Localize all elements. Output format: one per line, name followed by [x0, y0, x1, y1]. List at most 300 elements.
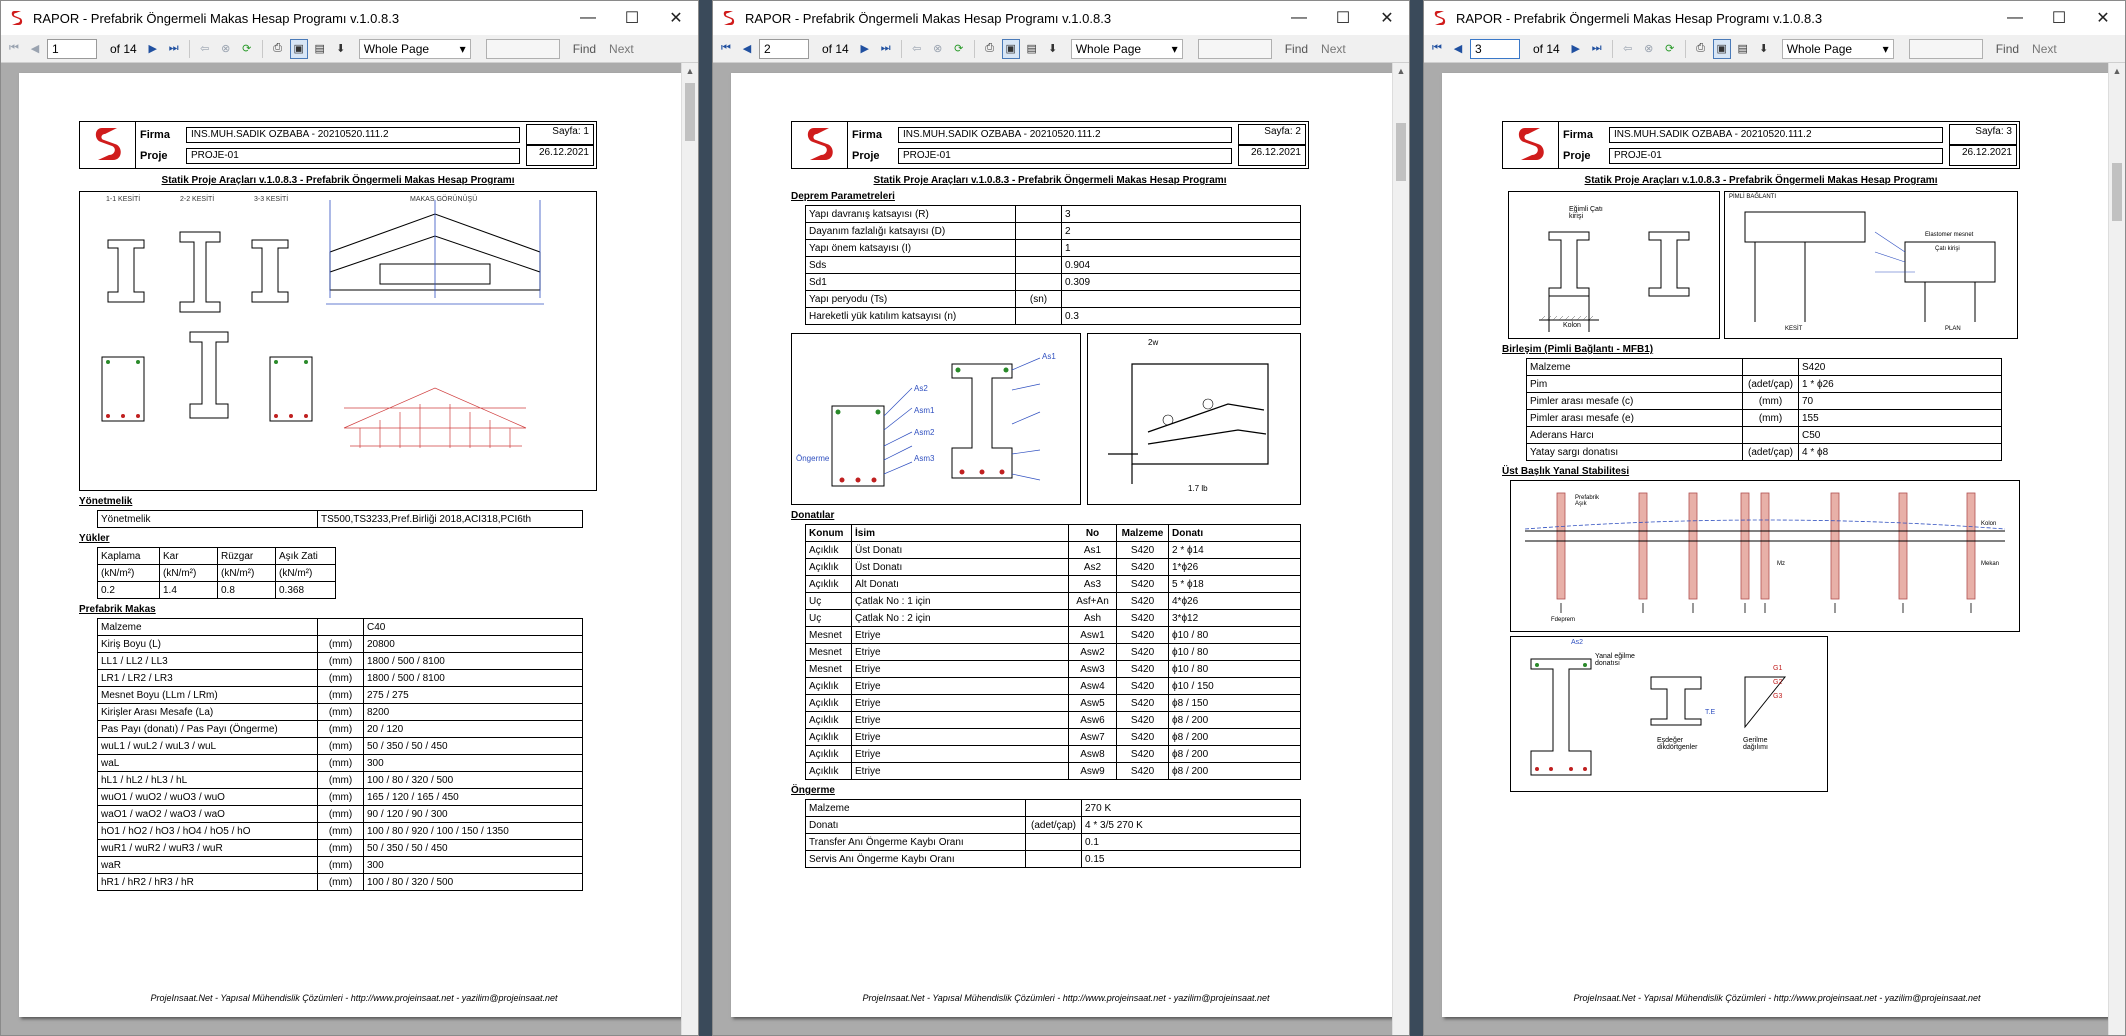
corbel-drawing — [1087, 333, 1301, 505]
table-cell: hO1 / hO2 / hO3 / hO4 / hO5 / hO — [98, 823, 318, 840]
toolbar-separator — [901, 40, 902, 58]
table-cell: Etriye — [852, 661, 1069, 678]
table-cell: Açıklık — [806, 678, 852, 695]
connection-figures — [1508, 191, 2020, 339]
table-cell: Malzeme — [98, 619, 318, 636]
table-row — [806, 817, 1301, 834]
page-setup-icon[interactable]: ▤ — [314, 43, 325, 55]
column-beam-drawing — [1508, 191, 1720, 339]
page-number-input[interactable] — [47, 39, 97, 59]
table-cell: 300 — [364, 755, 583, 772]
fig-label-kesit: KESİT — [1785, 326, 1803, 332]
fig-label-cati: Çatı kirişi — [1935, 246, 1960, 252]
table-cell — [1026, 851, 1082, 868]
table-cell: Açıklık — [806, 559, 852, 576]
table-cell: Sds — [806, 257, 1016, 274]
truss-drawing — [79, 191, 597, 491]
app-logo-icon — [9, 10, 25, 26]
scroll-up-icon[interactable]: ▲ — [1396, 66, 1406, 76]
back-icon[interactable]: ⇦ — [200, 43, 210, 55]
fig-label-2w: 2w — [1148, 338, 1159, 347]
table-cell: 100 / 80 / 320 / 500 — [364, 874, 583, 891]
yukler-value-3: 0.8 — [218, 582, 276, 599]
table-cell: 0.904 — [1062, 257, 1301, 274]
yonetmelik-value: TS500,TS3233,Pref.Birliği 2018,ACI318,PCI6th — [318, 511, 583, 528]
bottom-label-yanal: Yanal eğilme donatısı — [1595, 653, 1635, 667]
title-bar[interactable] — [1, 1, 698, 35]
table-row — [806, 559, 1301, 576]
page-number-input[interactable] — [759, 39, 809, 59]
close-icon[interactable]: ✕ — [2096, 10, 2110, 27]
table-cell: 0.3 — [1062, 308, 1301, 325]
table-cell: 5 * ϕ18 — [1169, 576, 1301, 593]
table-cell: S420 — [1117, 644, 1169, 661]
table-cell: S420 — [1117, 593, 1169, 610]
table-cell: hL1 / hL2 / hL3 / hL — [98, 772, 318, 789]
table-cell — [1743, 359, 1799, 376]
fig-label-pimli: PİMLİ BAĞLANTI — [1729, 194, 1777, 200]
doc-title: Statik Proje Araçları v.1.0.8.3 - Prefabrik Öngermeli Makas Hesap Programı — [873, 175, 1227, 186]
table-cell — [1016, 206, 1062, 223]
table-row — [98, 772, 583, 789]
yukler-head-2: Kar — [160, 548, 218, 565]
table-row — [1527, 444, 2002, 461]
table-cell: As3 — [1069, 576, 1117, 593]
table-cell: S420 — [1117, 627, 1169, 644]
title-bar[interactable] — [1424, 1, 2125, 35]
toolbar-separator — [189, 40, 190, 58]
firma-value: INS.MUH.SADIK OZBABA - 20210520.111.2 — [1609, 127, 1943, 143]
pinned-connection-svg — [1725, 192, 2017, 338]
stab-label-kolon: Kolon — [1981, 521, 1997, 527]
yukler-unit-2: (kN/m²) — [160, 565, 218, 582]
table-cell: C40 — [364, 619, 583, 636]
table-cell: Pim — [1527, 376, 1743, 393]
table-cell: Alt Donatı — [852, 576, 1069, 593]
find-next-button[interactable]: Next — [2032, 41, 2057, 56]
toolbar-separator — [1612, 40, 1613, 58]
export-icon[interactable]: ⬇ — [336, 43, 346, 55]
vertical-scrollbar[interactable] — [2108, 63, 2125, 1035]
report-window-2 — [712, 0, 1410, 1036]
table-row — [98, 619, 583, 636]
bottom-label-g3: G3 — [1773, 693, 1783, 700]
table-cell: 2 — [1062, 223, 1301, 240]
truss-drawing-svg — [80, 192, 596, 490]
page-number-input[interactable] — [1470, 39, 1520, 59]
table-row — [98, 687, 583, 704]
bending-stress-drawing — [1510, 636, 1828, 792]
table-cell: Asw9 — [1069, 763, 1117, 780]
table-cell — [1026, 800, 1082, 817]
table-cell: Etriye — [852, 678, 1069, 695]
maximize-icon[interactable]: ☐ — [2051, 10, 2067, 27]
table-cell — [1016, 257, 1062, 274]
last-page-icon[interactable]: ⏭ — [880, 42, 891, 54]
doc-title: Statik Proje Araçları v.1.0.8.3 - Prefabrik Öngermeli Makas Hesap Programı — [161, 175, 515, 186]
print-layout-icon[interactable]: ▣ — [290, 39, 308, 59]
yukler-head-3: Rüzgar — [218, 548, 276, 565]
donati-table-body — [806, 542, 1301, 780]
yonetmelik-key: Yönetmelik — [98, 511, 318, 528]
stop-icon[interactable]: ⊗ — [221, 43, 231, 55]
find-input[interactable] — [486, 39, 560, 59]
print-icon[interactable]: ⎙ — [985, 42, 995, 54]
table-cell: Etriye — [852, 627, 1069, 644]
bottom-label-te: T.E — [1705, 709, 1716, 716]
table-cell: Etriye — [852, 763, 1069, 780]
scrollbar-thumb[interactable] — [1396, 123, 1406, 181]
table-cell: Uç — [806, 610, 852, 627]
refresh-icon[interactable]: ⟳ — [242, 43, 252, 55]
window-title: RAPOR - Prefabrik Öngermeli Makas Hesap Programı v.1.0.8.3 — [745, 10, 1112, 26]
table-cell: Asw7 — [1069, 729, 1117, 746]
table-cell: 4 * ϕ8 — [1799, 444, 2002, 461]
export-icon[interactable]: ⬇ — [1759, 43, 1769, 55]
close-icon[interactable]: ✕ — [669, 10, 683, 27]
table-cell: Kiriş Boyu (L) — [98, 636, 318, 653]
table-cell: 20800 — [364, 636, 583, 653]
stop-icon[interactable]: ⊗ — [933, 43, 943, 55]
last-page-icon[interactable]: ⏭ — [1591, 42, 1602, 54]
firma-label: Firma — [852, 128, 882, 141]
table-cell: Etriye — [852, 644, 1069, 661]
table-cell: S420 — [1117, 729, 1169, 746]
yukler-head-4: Aşık Zati — [276, 548, 336, 565]
bottom-label-gerilme: Gerilme dağılımı — [1743, 737, 1768, 751]
print-layout-icon[interactable]: ▣ — [1713, 39, 1731, 59]
table-cell: As1 — [1069, 542, 1117, 559]
firma-value: INS.MUH.SADIK OZBABA - 20210520.111.2 — [186, 127, 520, 143]
zoom-select[interactable]: Whole Page ▾ — [359, 39, 471, 59]
table-cell — [318, 619, 364, 636]
table-cell: Açıklık — [806, 576, 852, 593]
table-cell: ϕ10 / 150 — [1169, 678, 1301, 695]
table-cell: Açıklık — [806, 712, 852, 729]
table-row — [806, 729, 1301, 746]
minimize-icon[interactable]: — — [580, 9, 596, 26]
table-row — [98, 789, 583, 806]
report-toolbar — [1424, 35, 2125, 63]
table-cell: Çatlak No : 1 için — [852, 593, 1069, 610]
vertical-scrollbar[interactable] — [681, 63, 698, 1035]
scroll-up-icon[interactable]: ▲ — [685, 66, 695, 76]
table-cell: S420 — [1117, 678, 1169, 695]
table-cell: wuL1 / wuL2 / wuL3 / wuL — [98, 738, 318, 755]
table-cell: Pimler arası mesafe (e) — [1527, 410, 1743, 427]
table-cell: Sd1 — [806, 274, 1016, 291]
page-content — [1502, 121, 2020, 792]
table-cell: Açıklık — [806, 542, 852, 559]
first-page-icon[interactable]: ⏮ — [721, 42, 731, 54]
date-value: 26.12.2021 — [1949, 145, 2017, 166]
report-viewport — [1, 63, 698, 1035]
table-cell: (mm) — [318, 874, 364, 891]
page-setup-icon[interactable]: ▤ — [1026, 43, 1037, 55]
table-cell: (adet/çap) — [1026, 817, 1082, 834]
find-next-button[interactable]: Next — [609, 41, 634, 56]
table-cell: 8200 — [364, 704, 583, 721]
company-logo — [1503, 122, 1559, 168]
page-setup-icon[interactable]: ▤ — [1737, 43, 1748, 55]
fig-label-plan: PLAN — [1945, 326, 1961, 332]
window-title: RAPOR - Prefabrik Öngermeli Makas Hesap Programı v.1.0.8.3 — [1456, 10, 1823, 26]
find-button[interactable]: Find — [572, 41, 597, 56]
table-cell: (mm) — [318, 653, 364, 670]
table-cell: Asw4 — [1069, 678, 1117, 695]
maximize-icon[interactable]: ☐ — [1335, 10, 1351, 27]
table-row — [98, 806, 583, 823]
table-cell: (mm) — [1743, 410, 1799, 427]
reinforcement-figures — [791, 333, 1309, 505]
table-cell: Pas Payı (donatı) / Pas Payı (Öngerme) — [98, 721, 318, 738]
table-row — [98, 582, 336, 599]
table-cell: ϕ8 / 200 — [1169, 763, 1301, 780]
table-cell: S420 — [1117, 559, 1169, 576]
table-cell: ϕ10 / 80 — [1169, 627, 1301, 644]
back-icon[interactable]: ⇦ — [912, 43, 922, 55]
scrollbar-thumb[interactable] — [2112, 163, 2122, 221]
ongerme-table-body — [806, 800, 1301, 868]
table-cell: S420 — [1117, 695, 1169, 712]
maximize-icon[interactable]: ☐ — [624, 10, 640, 27]
table-row — [806, 834, 1301, 851]
table-cell: ϕ10 / 80 — [1169, 661, 1301, 678]
table-cell: 1*ϕ26 — [1169, 559, 1301, 576]
page-total-label: of 14 — [822, 41, 849, 56]
firma-value: INS.MUH.SADIK OZBABA - 20210520.111.2 — [898, 127, 1232, 143]
table-cell: 1 * ϕ26 — [1799, 376, 2002, 393]
table-cell: Asw1 — [1069, 627, 1117, 644]
table-row — [1527, 427, 2002, 444]
table-row — [1527, 410, 2002, 427]
table-cell: wuO1 / wuO2 / wuO3 / wuO — [98, 789, 318, 806]
table-cell: 270 K — [1082, 800, 1301, 817]
last-page-icon[interactable]: ⏭ — [168, 42, 179, 54]
table-cell: Açıklık — [806, 763, 852, 780]
table-cell: ϕ8 / 200 — [1169, 712, 1301, 729]
table-cell — [1016, 240, 1062, 257]
minimize-icon[interactable]: — — [1291, 9, 1307, 26]
table-cell: 155 — [1799, 410, 2002, 427]
next-page-icon[interactable]: ▶ — [1571, 43, 1580, 55]
title-bar[interactable] — [713, 1, 1409, 35]
next-page-icon[interactable]: ▶ — [148, 43, 157, 55]
table-cell: ϕ8 / 200 — [1169, 746, 1301, 763]
find-next-button[interactable]: Next — [1321, 41, 1346, 56]
find-input[interactable] — [1198, 39, 1272, 59]
table-row — [98, 840, 583, 857]
sayfa-value: Sayfa: 2 — [1238, 124, 1306, 145]
first-page-icon[interactable]: ⏮ — [1432, 42, 1442, 54]
prev-page-icon[interactable]: ◀ — [30, 43, 40, 55]
birlesim-title: Birleşim (Pimli Bağlantı - MFB1) — [1502, 344, 1654, 355]
table-cell: S420 — [1799, 359, 2002, 376]
table-cell: Servis Anı Öngerme Kaybı Oranı — [806, 851, 1026, 868]
yukler-head-1: Kaplama — [98, 548, 160, 565]
table-cell: (adet/çap) — [1743, 444, 1799, 461]
fig-label-elastomer: Elastomer mesnet — [1925, 232, 1974, 238]
table-cell: Asw8 — [1069, 746, 1117, 763]
page-footer: ProjeInsaat.Net - Yapısal Mühendislik Çözümleri - http://www.projeinsaat.net - yazilim@projeinsaat.net — [1573, 993, 1981, 1003]
toolbar-separator — [974, 40, 975, 58]
section-label-4: MAKAS GÖRÜNÜŞÜ — [410, 196, 478, 203]
bottom-label-as2: As2 — [1571, 639, 1584, 646]
table-row — [806, 610, 1301, 627]
yukler-value-2: 1.4 — [160, 582, 218, 599]
report-page — [19, 73, 689, 1017]
prev-page-icon[interactable]: ◀ — [1453, 43, 1463, 55]
yukler-value-1: 0.2 — [98, 582, 160, 599]
stab-label-mz: Mz — [1777, 561, 1785, 567]
table-row — [806, 542, 1301, 559]
find-input[interactable] — [1909, 39, 1983, 59]
table-cell: (mm) — [318, 670, 364, 687]
table-row — [98, 636, 583, 653]
table-cell: 1800 / 500 / 8100 — [364, 653, 583, 670]
table-cell: S420 — [1117, 576, 1169, 593]
yukler-title: Yükler — [79, 533, 110, 544]
table-cell: (mm) — [318, 738, 364, 755]
report-toolbar — [713, 35, 1409, 63]
table-cell: (mm) — [318, 857, 364, 874]
birlesim-table — [1526, 358, 2002, 461]
proje-value: PROJE-01 — [898, 148, 1232, 164]
proje-value: PROJE-01 — [1609, 148, 1943, 164]
table-cell: S420 — [1117, 610, 1169, 627]
table-row — [98, 874, 583, 891]
find-button[interactable]: Find — [1995, 41, 2020, 56]
table-row — [98, 704, 583, 721]
table-cell: 100 / 80 / 920 / 100 / 150 / 1350 — [364, 823, 583, 840]
page-total-label: of 14 — [110, 41, 137, 56]
table-cell: 165 / 120 / 165 / 450 — [364, 789, 583, 806]
table-row — [806, 851, 1301, 868]
next-page-icon[interactable]: ▶ — [860, 43, 869, 55]
vertical-scrollbar[interactable] — [1392, 63, 1409, 1035]
refresh-icon[interactable]: ⟳ — [954, 43, 964, 55]
table-cell: S420 — [1117, 661, 1169, 678]
print-icon[interactable]: ⎙ — [273, 42, 283, 54]
lateral-stability-drawing — [1510, 480, 2020, 632]
table-cell: Mesnet — [806, 644, 852, 661]
section-label-1: 1-1 KESİTİ — [106, 196, 141, 203]
table-cell: LL1 / LL2 / LL3 — [98, 653, 318, 670]
scrollbar-thumb[interactable] — [685, 83, 695, 141]
refresh-icon[interactable]: ⟳ — [1665, 43, 1675, 55]
table-cell: LR1 / LR2 / LR3 — [98, 670, 318, 687]
doc-title: Statik Proje Araçları v.1.0.8.3 - Prefabrik Öngermeli Makas Hesap Programı — [1584, 175, 1938, 186]
table-row — [806, 678, 1301, 695]
table-cell: ϕ8 / 150 — [1169, 695, 1301, 712]
table-row — [806, 223, 1301, 240]
table-cell: 90 / 120 / 90 / 300 — [364, 806, 583, 823]
table-cell: (mm) — [318, 755, 364, 772]
page-header — [1502, 121, 2020, 169]
stab-label-fdeprem: Fdeprem — [1551, 617, 1576, 623]
table-row — [806, 593, 1301, 610]
sayfa-value: Sayfa: 3 — [1949, 124, 2017, 145]
date-value: 26.12.2021 — [526, 145, 594, 166]
table-row — [98, 738, 583, 755]
table-row — [98, 670, 583, 687]
table-row — [806, 291, 1301, 308]
stop-icon[interactable]: ⊗ — [1644, 43, 1654, 55]
table-cell: (mm) — [318, 772, 364, 789]
toolbar-separator — [1685, 40, 1686, 58]
minimize-icon[interactable]: — — [2007, 9, 2023, 26]
table-cell: (mm) — [318, 704, 364, 721]
table-row — [98, 721, 583, 738]
chevron-down-icon: ▾ — [459, 41, 466, 56]
back-icon[interactable]: ⇦ — [1623, 43, 1633, 55]
zoom-select[interactable]: Whole Page ▾ — [1071, 39, 1183, 59]
makas-table-body — [98, 619, 583, 891]
birlesim-table-body — [1527, 359, 2002, 461]
table-row — [806, 274, 1301, 291]
report-window-1 — [0, 0, 699, 1036]
table-cell: Üst Donatı — [852, 559, 1069, 576]
table-cell: Transfer Anı Öngerme Kaybı Oranı — [806, 834, 1026, 851]
table-cell: 20 / 120 — [364, 721, 583, 738]
table-row — [806, 308, 1301, 325]
table-cell: Donatı — [806, 817, 1026, 834]
close-icon[interactable]: ✕ — [1380, 10, 1394, 27]
stab-label-asik: Prefabrik Aşık — [1575, 495, 1600, 507]
table-cell: 70 — [1799, 393, 2002, 410]
print-icon[interactable]: ⎙ — [1696, 42, 1706, 54]
zoom-select[interactable]: Whole Page ▾ — [1782, 39, 1894, 59]
date-value: 26.12.2021 — [1238, 145, 1306, 166]
find-button[interactable]: Find — [1284, 41, 1309, 56]
first-page-icon[interactable]: ⏮ — [9, 42, 19, 54]
report-page — [731, 73, 1401, 1017]
yukler-unit-1: (kN/m²) — [98, 565, 160, 582]
table-cell: (mm) — [318, 636, 364, 653]
prev-page-icon[interactable]: ◀ — [742, 43, 752, 55]
page-content — [791, 121, 1309, 868]
scroll-up-icon[interactable]: ▲ — [2112, 66, 2122, 76]
stab-label-mekan: Mekan — [1981, 561, 2000, 567]
deprem-table-body — [806, 206, 1301, 325]
table-row — [98, 511, 583, 528]
report-viewport — [1424, 63, 2125, 1035]
table-row — [806, 644, 1301, 661]
deprem-table — [805, 205, 1301, 325]
table-cell: 50 / 350 / 50 / 450 — [364, 738, 583, 755]
table-cell: Üst Donatı — [852, 542, 1069, 559]
table-cell: 3*ϕ12 — [1169, 610, 1301, 627]
page-footer: ProjeInsaat.Net - Yapısal Mühendislik Çözümleri - http://www.projeinsaat.net - yazilim@projeinsaat.net — [150, 993, 558, 1003]
table-cell: 4*ϕ26 — [1169, 593, 1301, 610]
table-cell: waL — [98, 755, 318, 772]
print-layout-icon[interactable]: ▣ — [1002, 39, 1020, 59]
makas-table — [97, 618, 583, 891]
section-reinforcement-drawing — [791, 333, 1081, 505]
pinned-connection-drawing — [1724, 191, 2018, 339]
table-row — [806, 712, 1301, 729]
export-icon[interactable]: ⬇ — [1048, 43, 1058, 55]
fig-label-kolon: Kolon — [1563, 322, 1581, 329]
report-page — [1442, 73, 2112, 1017]
table-cell: (mm) — [318, 806, 364, 823]
table-row — [98, 548, 336, 565]
table-cell: waR — [98, 857, 318, 874]
report-viewport — [713, 63, 1409, 1035]
table-cell: Mesnet — [806, 661, 852, 678]
table-row — [806, 763, 1301, 780]
yukler-value-4: 0.368 — [276, 582, 336, 599]
